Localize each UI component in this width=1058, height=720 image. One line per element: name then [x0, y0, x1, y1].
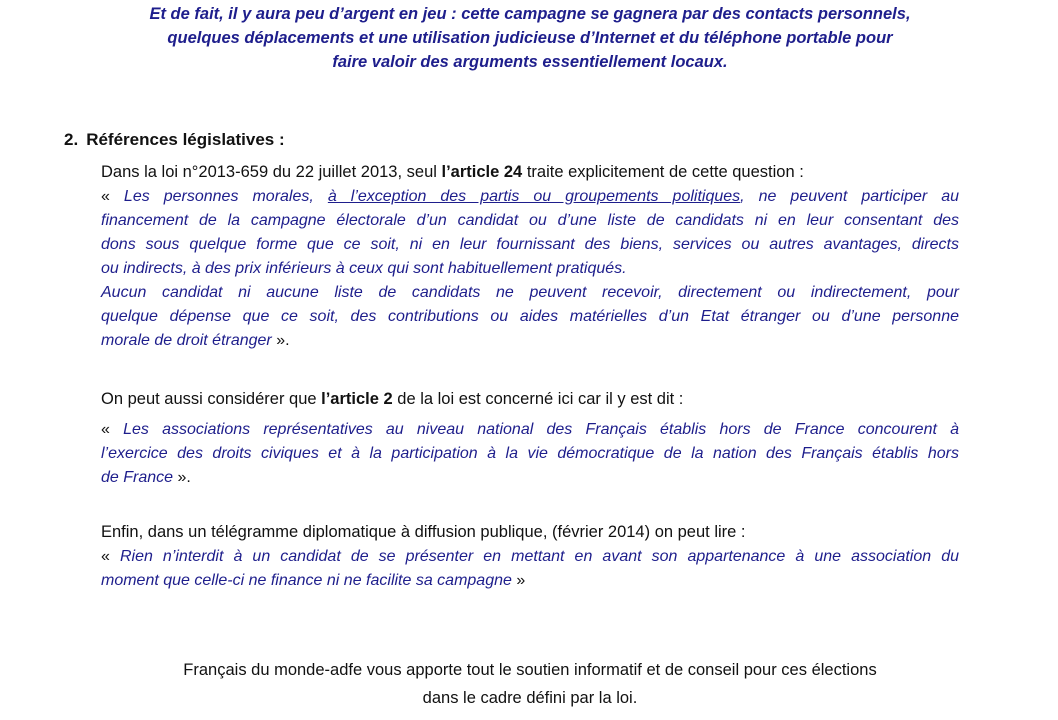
ref1-intro-before: Dans la loi n°2013-659 du 22 juillet 2013, seul	[101, 163, 442, 181]
close-quote-mark: »	[511, 572, 526, 589]
ref2-quote-line-2: l’exercice des droits civiques et à la participation à la vie démocratique de la nation des Français établis hors	[101, 445, 959, 462]
ref3-intro: Enfin, dans un télégramme diplomatique à diffusion publique, (février 2014) on peut lire :	[101, 523, 746, 541]
ref1-quote-line-4: ou indirects, à des prix inférieurs à ceux qui sont habituellement pratiqués.	[101, 260, 627, 277]
ref1-quote	[101, 185, 959, 353]
closing-paragraph	[60, 656, 1000, 712]
ref2-intro-before: On peut aussi considérer que	[101, 390, 322, 408]
intro-paragraph	[60, 2, 1000, 74]
underlined-exception: à l’exception des partis ou groupements politiques	[327, 188, 741, 205]
intro-line-1: Et de fait, il y aura peu d’argent en jeu : cette campagne se gagnera par des contacts personnels,	[149, 5, 911, 23]
close-quote-mark: ».	[173, 469, 191, 486]
close-quote-mark: ».	[271, 332, 290, 349]
open-quote-mark: «	[101, 188, 110, 205]
intro-line-3: faire valoir des arguments essentiellement locaux.	[332, 53, 728, 71]
section-heading	[64, 130, 285, 150]
closing-line-2: dans le cadre défini par la loi.	[422, 689, 638, 707]
open-quote-mark: «	[101, 421, 110, 438]
open-quote-mark: «	[101, 548, 110, 565]
intro-line-2: quelques déplacements et une utilisation judicieuse d’Internet et du téléphone portable pour	[167, 29, 893, 47]
ref1-article-ref: l’article 24	[441, 163, 523, 181]
ref1-intro-after: traite explicitement de cette question :	[522, 163, 804, 181]
section-number: 2.	[64, 130, 79, 149]
closing-line-1: Français du monde-adfe vous apporte tout le soutien informatif et de conseil pour ces élections	[183, 661, 877, 679]
ref1-quote-line-5: Aucun candidat ni aucune liste de candidats ne peuvent recevoir, directement ou indirectement, pour	[101, 284, 959, 301]
ref3-quote-line-1: « Rien n’interdit à un candidat de se présenter en mettant en avant son appartenance à une association du	[101, 548, 959, 565]
ref1-quote-line-3: dons sous quelque forme que ce soit, ni en leur fournissant des biens, services ou autres avantages, directs	[101, 236, 959, 253]
ref2-intro-after: de la loi est concerné ici car il y est dit :	[392, 390, 684, 408]
ref2-intro	[101, 387, 959, 411]
ref3-quote	[101, 545, 959, 593]
ref1-intro	[101, 160, 959, 184]
ref2-quote	[101, 418, 959, 490]
ref2-article-ref: l’article 2	[321, 390, 393, 408]
ref2-quote-line-3: de France ».	[101, 469, 191, 486]
ref1-quote-line-7: morale de droit étranger ».	[101, 332, 290, 349]
section-title: Références législatives :	[86, 130, 285, 149]
ref1-quote-line-1: « Les personnes morales, à l’exception des partis ou groupements politiques, ne peuvent participer au	[101, 188, 959, 205]
ref1-quote-line-2: financement de la campagne électorale d’un candidat ou d’une liste de candidats ni en leur consentant des	[101, 212, 959, 229]
ref3-quote-line-2: moment que celle-ci ne finance ni ne facilite sa campagne »	[101, 572, 526, 589]
ref2-quote-line-1: « Les associations représentatives au niveau national des Français établis hors de France concourent à	[101, 421, 959, 438]
ref1-quote-line-6: quelque dépense que ce soit, des contributions ou aides matérielles d’un Etat étranger ou d’une personne	[101, 308, 959, 325]
